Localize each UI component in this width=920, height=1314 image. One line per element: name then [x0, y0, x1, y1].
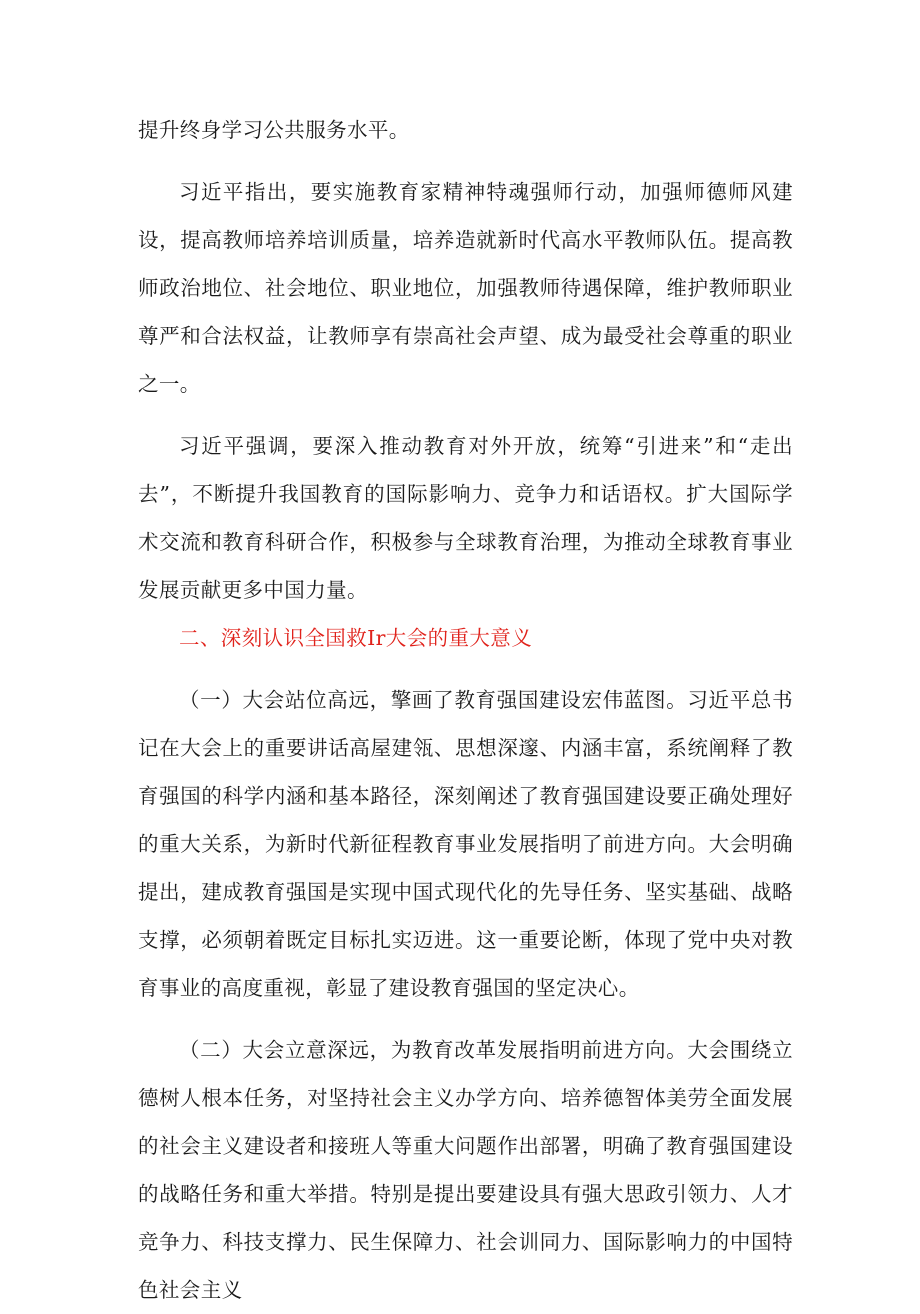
paragraph-point-two: （二）大会立意深远，为教育改革发展指明前进方向。大会围绕立德树人根本任务，对坚持社会主义办学方向、培养德智体美劳全面发展的社会主义建设者和接班人等重大问题作出部署，明确了教育强国建设的战略任务和重大举措。特别是提出要建设具有强大思政引领力、人才竞争力、科技支撑力、民生保障力、社会训同力、国际影响力的中国特色社会主义	[138, 1038, 793, 1302]
document-page	[138, 106, 793, 1314]
paragraph-continuation: 提升终身学习公共服务水平。	[138, 118, 410, 142]
paragraph-opening-up: 习近平强调，要深入推动教育对外开放，统筹“引进来”和“走出去”，不断提升我国教育的国际影响力、竞争力和话语权。扩大国际学术交流和教育科研合作，积极参与全球教育治理，为推动全球教育事业发展贡献更多中国力量。	[138, 434, 793, 602]
paragraph-teachers: 习近平指出，要实施教育家精神特魂强师行动，加强师德师风建设，提高教师培养培训质量，培养造就新时代高水平教师队伍。提高教师政治地位、社会地位、职业地位，加强教师待遇保障，维护教师职业尊严和合法权益，让教师享有崇高社会声望、成为最受社会尊重的职业之一。	[138, 180, 793, 396]
paragraph-point-one: （一）大会站位高远，擎画了教育强国建设宏伟蓝图。习近平总书记在大会上的重要讲话高屋建瓴、思想深邃、内涵丰富，系统阐释了教育强国的科学内涵和基本路径，深刻阐述了教育强国建设要正确处理好的重大关系，为新时代新征程教育事业发展指明了前进方向。大会明确提出，建成教育强国是实现中国式现代化的先导任务、坚实基础、战略支撑，必须朝着既定目标扎实迈进。这一重要论断，体现了党中央对教育事业的高度重视，彰显了建设教育强国的坚定决心。	[138, 688, 793, 1000]
section-heading: 二、深刻认识全国救Ir大会的重大意义	[179, 626, 533, 650]
